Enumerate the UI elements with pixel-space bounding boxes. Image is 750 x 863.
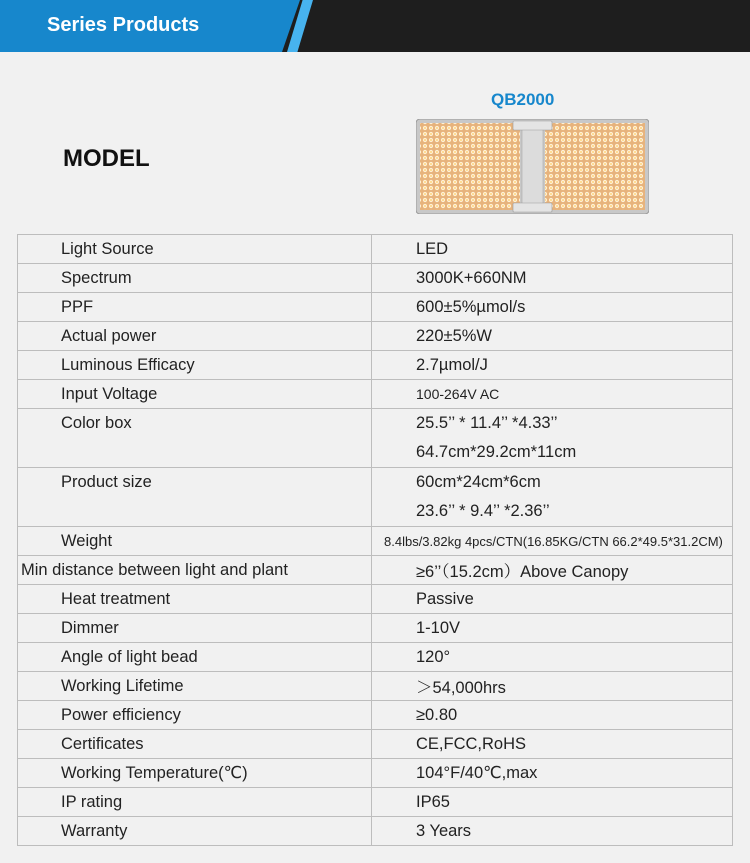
table-row	[18, 380, 733, 409]
table-row	[18, 817, 733, 846]
spec-value: ≥6’’（15.2cm）Above Canopy	[372, 556, 733, 585]
spec-key: Angle of light bead	[18, 643, 372, 672]
table-row	[18, 322, 733, 351]
header-banner	[0, 0, 750, 52]
spec-value: 104°F/40℃,max	[372, 759, 733, 788]
spec-value	[372, 409, 733, 468]
spec-key: Input Voltage	[18, 380, 372, 409]
spec-key: Spectrum	[18, 264, 372, 293]
spec-key: Working Temperature(℃)	[18, 759, 372, 788]
spec-key: Warranty	[18, 817, 372, 846]
spec-value	[372, 468, 733, 527]
spec-value: 100-264V AC	[372, 380, 733, 409]
spec-value-line: 25.5’’ * 11.4’’ *4.33’’	[416, 414, 558, 432]
spec-value-line: 64.7cm*29.2cm*11cm	[416, 443, 577, 461]
table-row	[18, 701, 733, 730]
table-row	[18, 730, 733, 759]
table-row	[18, 643, 733, 672]
spec-key: Working Lifetime	[18, 672, 372, 701]
table-row	[18, 235, 733, 264]
spec-key: Min distance between light and plant	[18, 556, 372, 585]
spec-key: IP rating	[18, 788, 372, 817]
table-row	[18, 672, 733, 701]
table-row	[18, 527, 733, 556]
table-row	[18, 351, 733, 380]
spec-value: 220±5%W	[372, 322, 733, 351]
spec-value: 120°	[372, 643, 733, 672]
spec-value: 2.7µmol/J	[372, 351, 733, 380]
spec-value: 1-10V	[372, 614, 733, 643]
spec-value: IP65	[372, 788, 733, 817]
table-row	[18, 468, 733, 527]
spec-key: Color box	[18, 409, 372, 468]
spec-value: 3000K+660NM	[372, 264, 733, 293]
spec-value: 8.4lbs/3.82kg 4pcs/CTN(16.85KG/CTN 66.2*49.5*31.2CM)	[372, 527, 733, 556]
table-row	[18, 293, 733, 322]
spec-key: Heat treatment	[18, 585, 372, 614]
spec-key: Luminous Efficacy	[18, 351, 372, 380]
spec-value: 3 Years	[372, 817, 733, 846]
table-row	[18, 409, 733, 468]
spec-key: Light Source	[18, 235, 372, 264]
table-row	[18, 264, 733, 293]
table-row	[18, 585, 733, 614]
table-row	[18, 759, 733, 788]
model-label: MODEL	[63, 145, 150, 172]
grow-light-panel-image	[416, 119, 649, 214]
spec-key: Power efficiency	[18, 701, 372, 730]
spec-key: Dimmer	[18, 614, 372, 643]
table-row	[18, 788, 733, 817]
spec-value: LED	[372, 235, 733, 264]
header-title: Series Products	[47, 14, 200, 36]
spec-value: Passive	[372, 585, 733, 614]
table-row	[18, 556, 733, 585]
spec-value-line: 23.6’’ * 9.4’’ *2.36’’	[416, 502, 550, 520]
spec-value-line: 60cm*24cm*6cm	[416, 473, 541, 491]
spec-key: Certificates	[18, 730, 372, 759]
table-row	[18, 614, 733, 643]
spec-value: 600±5%µmol/s	[372, 293, 733, 322]
product-name: QB2000	[491, 90, 555, 109]
spec-key: Actual power	[18, 322, 372, 351]
spec-value: CE,FCC,RoHS	[372, 730, 733, 759]
spec-key: PPF	[18, 293, 372, 322]
spec-value: ≥0.80	[372, 701, 733, 730]
spec-key: Weight	[18, 527, 372, 556]
spec-value: ＞54,000hrs	[372, 672, 733, 701]
spec-table	[17, 234, 733, 846]
spec-key: Product size	[18, 468, 372, 527]
